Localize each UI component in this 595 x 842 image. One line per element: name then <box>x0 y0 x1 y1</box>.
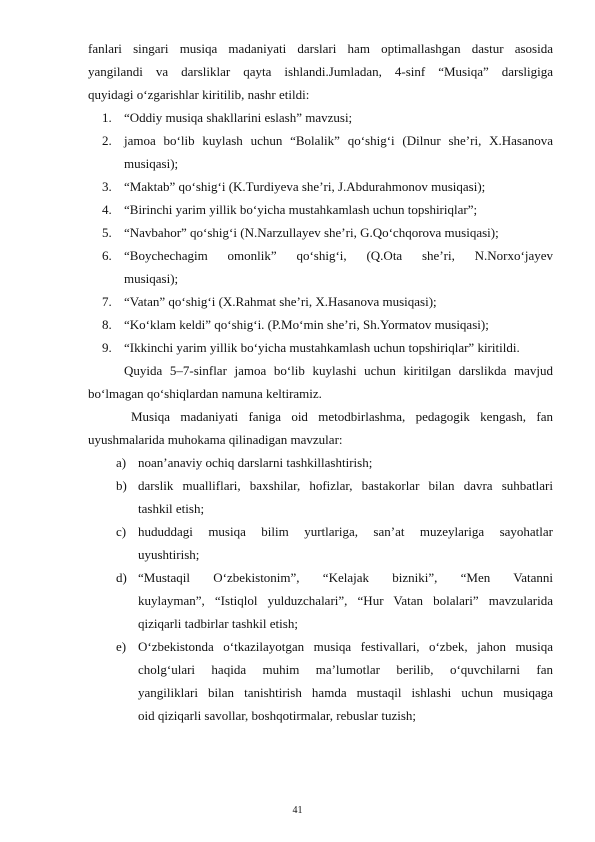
list-item-text: “Maktab” qo‘shig‘i (K.Turdiyeva she’ri, J.Abdurahmonov musiqasi); <box>124 179 486 194</box>
list-item-text: musiqasi); <box>124 156 179 171</box>
list-item-text: musiqasi); <box>124 271 179 286</box>
paragraph-line: bo‘lmagan qo‘shiqlardan namuna keltiramiz. <box>88 386 322 401</box>
list-item-letter: e) <box>116 639 127 654</box>
list-item-number: 6. <box>102 248 112 263</box>
list-item-letter: b) <box>116 478 127 493</box>
list-item-text: “Birinchi yarim yillik bo‘yicha mustahkamlash uchun topshiriqlar”; <box>124 202 478 217</box>
list-item-letter: d) <box>116 570 127 585</box>
list-item-number: 3. <box>102 179 112 194</box>
list-item-text: yangiliklari bilan tanishtirish hamda mustaqil ishlashi uchun musiqaga <box>138 685 553 700</box>
paragraph-line: Quyida 5–7-sinflar jamoa bo‘lib kuylashi uchun kiritilgan darslikda mavjud <box>124 363 553 378</box>
intro-line-3: quyidagi o‘zgarishlar kiritilib, nashr etildi: <box>88 87 310 102</box>
list-item-number: 4. <box>102 202 112 217</box>
list-item-text: darslik mualliflari, baxshilar, hofizlar, bastakorlar bilan davra suhbatlari <box>138 478 553 493</box>
list-item-letter: c) <box>116 524 127 539</box>
list-item-text: qiziqarli tadbirlar tashkil etish; <box>138 616 298 631</box>
list-item-text: oid qiziqarli savollar, boshqotirmalar, rebuslar tuzish; <box>138 708 417 723</box>
list-item-text: kuylayman”, “Istiqlol yulduzchalari”, “Hur Vatan bolalari” mavzularida <box>138 593 553 608</box>
list-item-text: “Mustaqil O‘zbekistonim”, “Kelajak bizniki”, “Men Vatanni <box>138 570 553 585</box>
list-item-text: “Ikkinchi yarim yillik bo‘yicha mustahkamlash uchun topshiriqlar” kiritildi. <box>124 340 520 355</box>
list-item-number: 2. <box>102 133 112 148</box>
list-item-text: “Navbahor” qo‘shig‘i (N.Narzullayev she’ri, G.Qo‘chqorova musiqasi); <box>124 225 499 240</box>
page-number: 41 <box>292 805 303 816</box>
list-item-text: “Ko‘klam keldi” qo‘shig‘i. (P.Mo‘min she’ri, Sh.Yormatov musiqasi); <box>124 317 489 332</box>
list-item-text: tashkil etish; <box>138 501 205 516</box>
list-item-text: “Vatan” qo‘shig‘i (X.Rahmat she’ri, X.Hasanova musiqasi); <box>124 294 437 309</box>
list-item-text: “Boychechagim omonlik” qo‘shig‘i, (Q.Ota she’ri, N.Norxo‘jayev <box>124 248 553 263</box>
list-item-text: jamoa bo‘lib kuylash uchun “Bolalik” qo‘shig‘i (Dilnur she’ri, X.Hasanova <box>124 133 553 148</box>
list-item-text: “Oddiy musiqa shakllarini eslash” mavzusi; <box>124 110 353 125</box>
list-item-number: 1. <box>102 110 112 125</box>
list-item-number: 5. <box>102 225 112 240</box>
list-item-letter: a) <box>116 455 127 470</box>
list-item-text: hududdagi musiqa bilim yurtlariga, san’at muzeylariga sayohatlar <box>138 524 553 539</box>
list-item-number: 7. <box>102 294 112 309</box>
paragraph-line: uyushmalarida muhokama qilinadigan mavzular: <box>88 432 343 447</box>
list-item-text: O‘zbekistonda o‘tkazilayotgan musiqa festivallari, o‘zbek, jahon musiqa <box>138 639 553 654</box>
list-item-text: uyushtirish; <box>138 547 200 562</box>
list-item-number: 9. <box>102 340 112 355</box>
intro-line-2: yangilandi va darsliklar qayta ishlandi.Jumladan, 4-sinf “Musiqa” darsligiga <box>88 64 553 79</box>
list-item-text: cholg‘ulari haqida muhim ma’lumotlar berilib, o‘quvchilarni fan <box>138 662 553 677</box>
paragraph-line: Musiqa madaniyati faniga oid metodbirlashma, pedagogik kengash, fan <box>131 409 553 424</box>
intro-line-1: fanlari singari musiqa madaniyati darslari ham optimallashgan dastur asosida <box>88 41 553 56</box>
list-item-text: noan’anaviy ochiq darslarni tashkillashtirish; <box>138 455 373 470</box>
list-item-number: 8. <box>102 317 112 332</box>
